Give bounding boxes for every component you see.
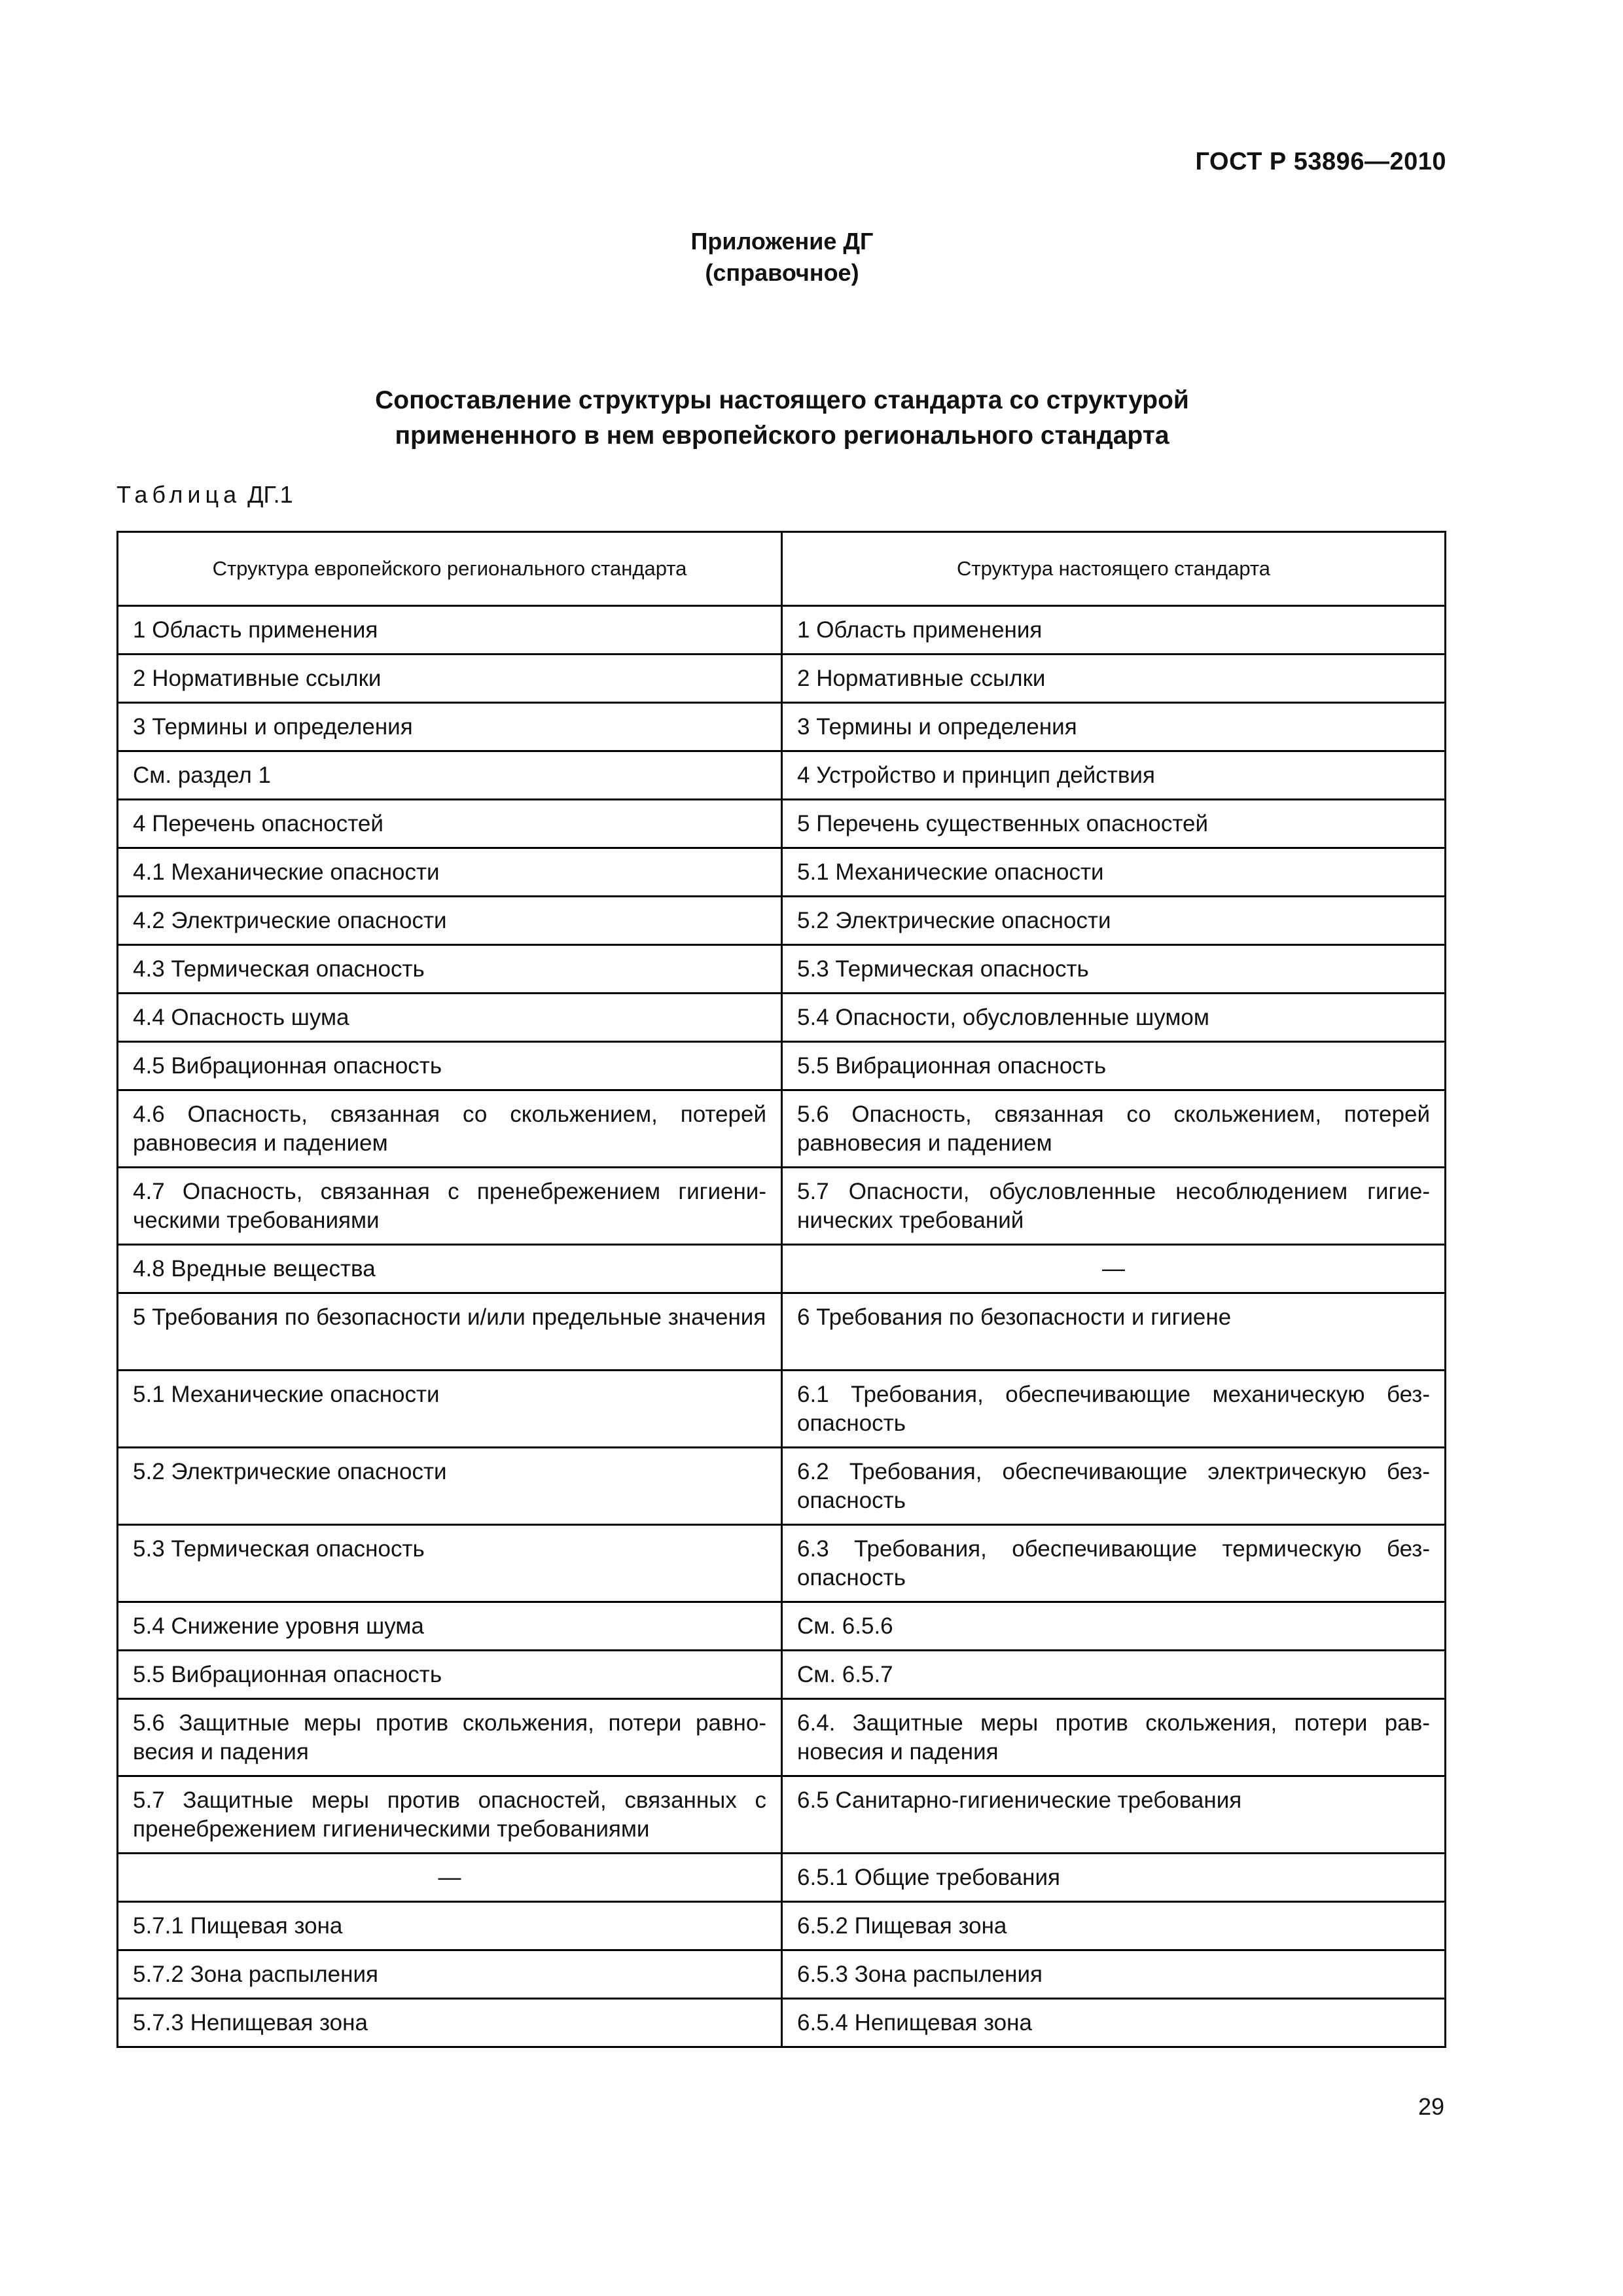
- table-label-number: ДГ.1: [247, 481, 293, 508]
- national-cell: 6.2 Требования, обеспечивающие электрическую безопасность: [782, 1448, 1446, 1525]
- european-cell: 5.6 Защитные меры против скольжения, потери равновесия и падения: [118, 1699, 782, 1776]
- national-cell: 6.5.3 Зона распыления: [782, 1950, 1446, 1999]
- national-cell: 5.4 Опасности, обусловленные шумом: [782, 994, 1446, 1042]
- national-cell: 6.1 Требования, обеспечивающие механическую безопасность: [782, 1371, 1446, 1448]
- table-row: [118, 1448, 1446, 1525]
- european-cell: 1 Область применения: [118, 606, 782, 655]
- european-cell: 4.5 Вибрационная опасность: [118, 1042, 782, 1090]
- national-cell: 6 Требования по безопасности и гигиене: [782, 1293, 1446, 1371]
- european-cell: 5 Требования по безопасности и/или предельные значения: [118, 1293, 782, 1371]
- table-row: [118, 800, 1446, 848]
- table-row: [118, 655, 1446, 703]
- european-cell: 5.3 Термическая опасность: [118, 1525, 782, 1602]
- european-cell: 5.7.3 Непищевая зона: [118, 1999, 782, 2047]
- european-cell: 4.4 Опасность шума: [118, 994, 782, 1042]
- european-cell: 4.7 Опасность, связанная с пренебрежением гигиеническими требованиями: [118, 1168, 782, 1245]
- european-cell: 3 Термины и определения: [118, 703, 782, 751]
- table-row: [118, 1168, 1446, 1245]
- table-row: [118, 606, 1446, 655]
- national-cell: 5.2 Электрические опасности: [782, 897, 1446, 945]
- header-this-standard-structure: Структура настоящего стандарта: [782, 532, 1446, 606]
- national-cell: 6.5 Санитарно-гигиенические требования: [782, 1776, 1446, 1854]
- appendix-heading: [0, 226, 1564, 289]
- national-cell: 5.6 Опасность, связанная со скольжением, потерей равновесия и падением: [782, 1090, 1446, 1168]
- table-row: [118, 1602, 1446, 1651]
- national-cell: 5.5 Вибрационная опасность: [782, 1042, 1446, 1090]
- appendix-title: Приложение ДГ: [690, 228, 874, 255]
- european-cell: 5.7.2 Зона распыления: [118, 1950, 782, 1999]
- table-row: [118, 1651, 1446, 1699]
- national-cell: См. 6.5.6: [782, 1602, 1446, 1651]
- table-row: [118, 1371, 1446, 1448]
- table-row: [118, 1042, 1446, 1090]
- european-cell: 5.5 Вибрационная опасность: [118, 1651, 782, 1699]
- national-cell: 1 Область применения: [782, 606, 1446, 655]
- page-number: 29: [1418, 2093, 1444, 2120]
- national-cell: 6.5.4 Непищевая зона: [782, 1999, 1446, 2047]
- european-cell: 5.7 Защитные меры против опасностей, связанных с пренебрежением гигиеническими требованиями: [118, 1776, 782, 1854]
- table-row: [118, 1999, 1446, 2047]
- table-row: [118, 1699, 1446, 1776]
- document-title: [0, 383, 1564, 454]
- national-cell: 5.1 Механические опасности: [782, 848, 1446, 897]
- european-cell: 2 Нормативные ссылки: [118, 655, 782, 703]
- document-title-line-2: примененного в нем европейского регионального стандарта: [395, 422, 1169, 450]
- national-cell: 5.7 Опасности, обусловленные несоблюдением гигиенических требований: [782, 1168, 1446, 1245]
- standard-code: ГОСТ Р 53896—2010: [1195, 148, 1446, 175]
- table-label: [116, 481, 293, 509]
- table-row: [118, 1950, 1446, 1999]
- national-cell: 6.5.2 Пищевая зона: [782, 1902, 1446, 1950]
- national-cell: —: [782, 1245, 1446, 1293]
- national-cell: 6.5.1 Общие требования: [782, 1854, 1446, 1902]
- national-cell: 5 Перечень существенных опасностей: [782, 800, 1446, 848]
- table-row: [118, 1902, 1446, 1950]
- table-header-row: [118, 532, 1446, 606]
- national-cell: 5.3 Термическая опасность: [782, 945, 1446, 994]
- european-cell: 4.3 Термическая опасность: [118, 945, 782, 994]
- table-row: [118, 1525, 1446, 1602]
- appendix-note: (справочное): [705, 259, 859, 286]
- european-cell: 5.1 Механические опасности: [118, 1371, 782, 1448]
- table-row: [118, 751, 1446, 800]
- national-cell: 3 Термины и определения: [782, 703, 1446, 751]
- table-row: [118, 1293, 1446, 1371]
- table-row: [118, 848, 1446, 897]
- european-cell: 5.4 Снижение уровня шума: [118, 1602, 782, 1651]
- table-row: [118, 1090, 1446, 1168]
- european-cell: 4 Перечень опасностей: [118, 800, 782, 848]
- table-row: [118, 994, 1446, 1042]
- european-cell: См. раздел 1: [118, 751, 782, 800]
- european-cell: 4.8 Вредные вещества: [118, 1245, 782, 1293]
- table-row: [118, 1854, 1446, 1902]
- european-cell: 5.2 Электрические опасности: [118, 1448, 782, 1525]
- table-label-word: Таблица: [116, 481, 241, 508]
- european-cell: 4.1 Механические опасности: [118, 848, 782, 897]
- table-row: [118, 897, 1446, 945]
- national-cell: 4 Устройство и принцип действия: [782, 751, 1446, 800]
- table-row: [118, 703, 1446, 751]
- header-european-structure: Структура европейского регионального стандарта: [118, 532, 782, 606]
- european-cell: 5.7.1 Пищевая зона: [118, 1902, 782, 1950]
- table-row: [118, 945, 1446, 994]
- national-cell: 6.3 Требования, обеспечивающие термическую безопасность: [782, 1525, 1446, 1602]
- comparison-table: [116, 531, 1446, 2048]
- table-row: [118, 1245, 1446, 1293]
- national-cell: 2 Нормативные ссылки: [782, 655, 1446, 703]
- table-row: [118, 1776, 1446, 1854]
- national-cell: 6.4. Защитные меры против скольжения, потери равновесия и падения: [782, 1699, 1446, 1776]
- european-cell: 4.6 Опасность, связанная со скольжением, потерей равновесия и падением: [118, 1090, 782, 1168]
- european-cell: 4.2 Электрические опасности: [118, 897, 782, 945]
- european-cell: —: [118, 1854, 782, 1902]
- document-title-line-1: Сопоставление структуры настоящего стандарта со структурой: [375, 386, 1189, 414]
- national-cell: См. 6.5.7: [782, 1651, 1446, 1699]
